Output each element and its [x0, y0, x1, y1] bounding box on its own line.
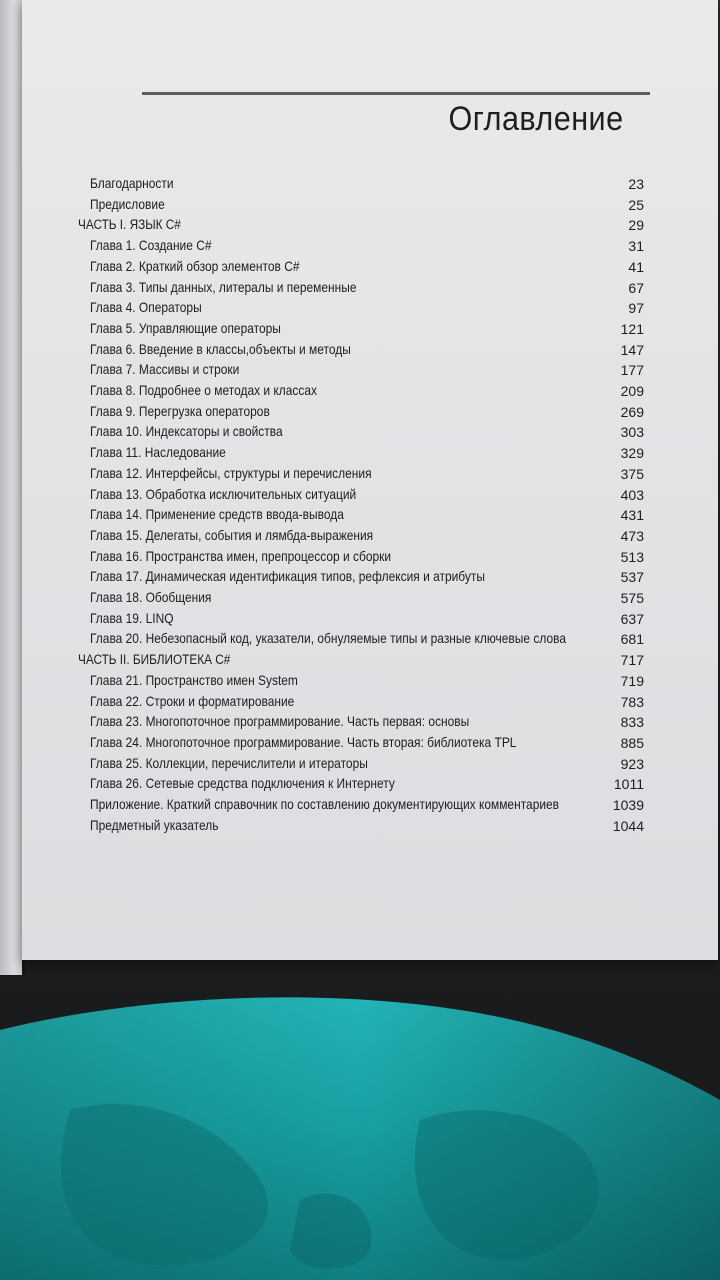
toc-entry-title: Глава 17. Динамическая идентификация типов, рефлексия и атрибуты — [90, 569, 485, 585]
toc-row — [22, 754, 718, 774]
toc-entry-title: ЧАСТЬ I. ЯЗЫК C# — [78, 217, 181, 233]
title-rule — [142, 92, 650, 95]
toc-entry-title: Глава 21. Пространство имен System — [90, 672, 298, 688]
toc-page-number: 67 — [628, 279, 644, 296]
toc-entry-title: Глава 24. Многопоточное программирование. Часть вторая: библиотека TPL — [90, 734, 517, 750]
toc-row — [22, 774, 718, 794]
toc-row — [22, 816, 718, 836]
toc-row — [22, 443, 718, 463]
toc-entry-title: Глава 2. Краткий обзор элементов C# — [90, 258, 300, 274]
toc-entry-title: Глава 8. Подробнее о методах и классах — [90, 383, 318, 398]
toc-row — [22, 485, 718, 505]
toc-row — [22, 712, 718, 732]
toc-entry-title: Глава 12. Интерфейсы, структуры и перечисления — [90, 465, 372, 481]
teal-cloth — [0, 990, 720, 1280]
toc-page-number: 1011 — [613, 776, 644, 793]
toc-entry-title: Глава 5. Управляющие операторы — [90, 320, 281, 336]
toc-entry-title: Глава 3. Типы данных, литералы и переменные — [90, 279, 357, 295]
toc-page-number: 431 — [620, 507, 644, 524]
toc-row — [22, 340, 718, 360]
toc-page-number: 121 — [620, 320, 644, 337]
toc-row — [22, 671, 718, 691]
toc-row — [22, 195, 718, 215]
toc-entry-title: Предисловие — [90, 196, 165, 212]
toc-page-number: 269 — [620, 403, 644, 420]
toc-page-number: 97 — [628, 300, 644, 317]
toc-row — [22, 526, 718, 546]
toc-entry-title: Глава 22. Строки и форматирование — [90, 693, 295, 709]
toc-row — [22, 422, 718, 442]
toc-page-number: 147 — [620, 341, 644, 358]
toc-page-number: 209 — [620, 383, 644, 399]
toc-entry-title: Глава 20. Небезопасный код, указатели, обнуляемые типы и разные ключевые слова — [90, 631, 566, 647]
toc-page-number: 513 — [620, 548, 644, 565]
toc-page-number: 923 — [620, 755, 644, 772]
toc-row — [22, 692, 718, 712]
toc-entry-title: Глава 1. Создание C# — [90, 238, 212, 254]
toc-entry-title: Приложение. Краткий справочник по составлению документирующих комментариев — [90, 797, 560, 812]
toc-row — [22, 174, 718, 194]
toc-row — [22, 629, 718, 649]
toc-page-number: 717 — [620, 652, 644, 669]
toc-page-number: 719 — [620, 672, 644, 689]
toc-entry-title: Глава 18. Обобщения — [90, 590, 212, 605]
toc-page-number: 637 — [620, 610, 644, 627]
toc-row — [22, 257, 718, 277]
toc-page-number: 41 — [628, 258, 644, 275]
toc-page-number: 329 — [620, 445, 644, 462]
toc-page-number: 23 — [628, 176, 644, 192]
toc-entry-title: Глава 11. Наследование — [90, 445, 226, 461]
toc-entry-title: Глава 4. Операторы — [90, 300, 202, 316]
toc-entry-title: Глава 23. Многопоточное программирование. Часть первая: основы — [90, 714, 470, 730]
toc-entry-title: Глава 19. LINQ — [90, 610, 174, 626]
toc-row — [22, 609, 718, 629]
toc-page-number: 681 — [620, 631, 644, 648]
toc-row — [22, 733, 718, 753]
toc-page-number: 303 — [620, 424, 644, 441]
toc-entry-title: Благодарности — [90, 176, 174, 191]
toc-page-number: 375 — [620, 465, 644, 482]
toc-entry-title: Глава 15. Делегаты, события и лямбда-выражения — [90, 527, 374, 543]
toc-row — [22, 547, 718, 567]
toc-entry-title: Глава 14. Применение средств ввода-вывода — [90, 507, 344, 523]
toc-page-number: 833 — [620, 714, 644, 731]
toc-part-row — [22, 650, 718, 670]
toc-row — [22, 402, 718, 422]
toc-page-number: 783 — [620, 693, 644, 710]
toc-page-number: 885 — [620, 734, 644, 751]
toc-page-number: 575 — [620, 590, 644, 606]
toc-entry-title: Глава 13. Обработка исключительных ситуаций — [90, 486, 357, 502]
toc-row — [22, 588, 718, 608]
toc-page-number: 403 — [620, 486, 644, 503]
book-page — [22, 0, 718, 960]
toc-page-number: 177 — [620, 362, 644, 379]
toc-entry-title: ЧАСТЬ II. БИБЛИОТЕКА C# — [78, 652, 231, 668]
page-title: Оглавление — [448, 100, 624, 138]
toc-part-row — [22, 215, 718, 235]
toc-entry-title: Глава 7. Массивы и строки — [90, 362, 240, 378]
toc-row — [22, 236, 718, 256]
toc-row — [22, 464, 718, 484]
toc-row — [22, 381, 718, 401]
toc-page-number: 31 — [628, 238, 644, 255]
toc-row — [22, 795, 718, 815]
toc-row — [22, 505, 718, 525]
toc-page-number: 1039 — [612, 797, 644, 813]
toc-entry-title: Глава 10. Индексаторы и свойства — [90, 424, 283, 440]
toc-row — [22, 567, 718, 587]
toc-page-number: 25 — [628, 196, 644, 213]
toc-page-number: 29 — [628, 217, 644, 234]
toc-row — [22, 319, 718, 339]
toc-entry-title: Глава 26. Сетевые средства подключения к Интернету — [90, 776, 395, 792]
left-page-edge — [0, 0, 22, 975]
toc-row — [22, 298, 718, 318]
toc-row — [22, 278, 718, 298]
toc-entry-title: Глава 9. Перегрузка операторов — [90, 403, 270, 419]
toc-entry-title: Предметный указатель — [90, 817, 219, 833]
toc-entry-title: Глава 25. Коллекции, перечислители и итераторы — [90, 755, 368, 771]
toc-page-number: 537 — [620, 569, 644, 586]
toc-page-number: 473 — [620, 527, 644, 544]
toc-row — [22, 360, 718, 380]
toc-page-number: 1044 — [612, 817, 644, 834]
toc-entry-title: Глава 16. Пространства имен, препроцессор и сборки — [90, 548, 392, 564]
toc-entry-title: Глава 6. Введение в классы,объекты и методы — [90, 341, 351, 357]
